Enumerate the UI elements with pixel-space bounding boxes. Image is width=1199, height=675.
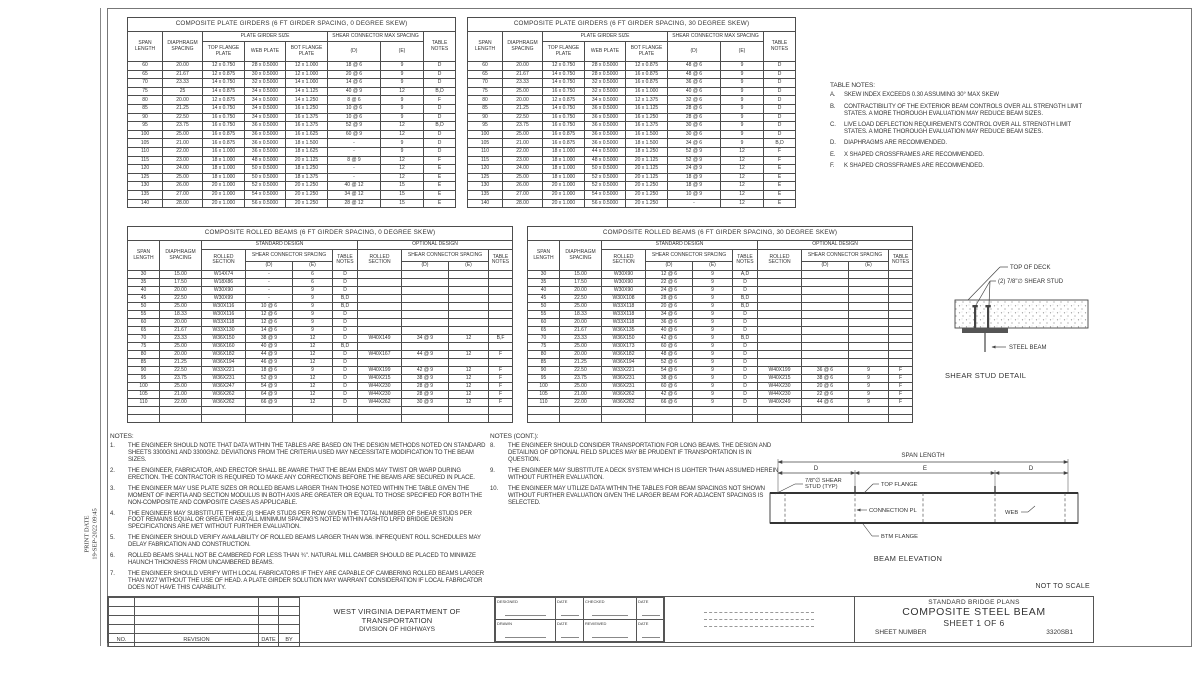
note-text: ROLLED BEAMS SHALL NOT BE CAMBERED FOR LESS THAN ¾". NATURAL MILL CAMBER SHOULD BE PLACED TO MINIMIZE HAUNCH THICKNESS FROM UNCAMBERED BEAMS. xyxy=(128,553,476,566)
note-item xyxy=(110,443,488,464)
connection-pl-label: CONNECTION PL xyxy=(869,508,917,514)
note-item xyxy=(110,535,488,549)
table-row: 75 25.00 16 x 0.750 32 x 0.5000 16 x 1.000 40 @ 6 9 D xyxy=(468,87,796,96)
note-text: THE ENGINEER MAY USE PLATE SIZES OR ROLLED BEAMS LARGER THAN THOSE NOTED WITHIN THE TABLE GIVEN THE MOMENT OF INERTIA AND SECTION MODULUS IN BOTH AXIS ARE GREATER OR EQUAL TO THOSE SPECIFIED FOR BOTH THE NON-COMPOSITE AND COMPOSITE CASES AS APPLICABLE. xyxy=(128,485,483,506)
col-d: (D) xyxy=(328,42,381,62)
col-table-notes: TABLE NOTES xyxy=(489,250,513,271)
note-number: 9. xyxy=(490,468,495,475)
notes-title: NOTES: xyxy=(110,433,134,440)
title-block xyxy=(107,596,1094,643)
agency-name: WEST VIRGINIA DEPARTMENT OF TRANSPORTATION xyxy=(333,606,461,625)
note-text: THE ENGINEER MAY SUBSTITUTE THREE (3) SHEAR STUDS PER ROW GIVEN THE TOTAL NUMBER OF SHEAR STUDS PER FOOT REMAINS EQUAL OR GREATER AND ALL MINIMUM SPACING'S NOTED WITHIN AASHTO LRFD BRIDGE DESIGN SPECIFICATIONS ARE MET WITHOUT FURTHER EVALUATION. xyxy=(128,510,472,531)
not-to-scale-label: NOT TO SCALE xyxy=(1035,583,1090,590)
col-e: (E) xyxy=(693,262,733,271)
table-row: 100 25.00 16 x 0.875 36 x 0.5000 16 x 1.625 60 @ 9 12 D xyxy=(128,130,456,139)
notes-cont-list xyxy=(490,443,785,506)
table-row: 50 25.00 W33X118 20 @ 6 9 B,D xyxy=(528,303,913,311)
table-row: 90 22.50 W33X221 54 @ 6 9 D W40X199 36 @ 6 9 F xyxy=(528,367,913,375)
note-number: 7. xyxy=(110,570,115,577)
col-span-length: SPAN LENGTH xyxy=(468,32,503,62)
table-row: 105 21.00 16 x 0.875 36 x 0.5000 18 x 1.500 34 @ 6 9 B,D xyxy=(468,139,796,148)
table-row: 95 23.75 W36X231 52 @ 9 12 D W40X215 38 @ 9 12 F xyxy=(128,375,513,383)
col-diaphragm: DIAPHRAGM SPACING xyxy=(160,241,202,271)
note-item xyxy=(110,486,488,507)
col-d: (D) xyxy=(802,262,849,271)
blank-line xyxy=(704,626,814,627)
table-row: 130 26.00 20 x 1.000 52 x 0.5000 20 x 1.250 18 @ 9 12 E xyxy=(468,182,796,191)
group-plate-girder-size: PLATE GIRDER SIZE xyxy=(543,32,668,42)
note-text: X SHAPED CROSSFRAMES ARE RECOMMENDED. xyxy=(844,151,984,158)
table-row: 120 24.00 18 x 1.000 50 x 0.5000 20 x 1.125 24 @ 9 12 E xyxy=(468,165,796,174)
note-text: K SHAPED CROSSFRAMES ARE RECOMMENDED. xyxy=(844,163,984,170)
table-row: 115 23.00 18 x 1.000 48 x 0.5000 20 x 1.125 8 @ 9 12 F xyxy=(128,156,456,165)
revision-block xyxy=(108,597,299,642)
note-number: 4. xyxy=(110,510,115,517)
note-text: THE ENGINEER, FABRICATOR, AND ERECTOR SHALL BE AWARE THAT THE BEAM ENDS MAY TWIST OR WARP DURING ERECTION. THE CONTRACTOR IS REQUIRED TO MAKE ANY CORRECTIONS BEFORE THE BEAMS ARE SECURED IN PLACE. xyxy=(128,468,475,482)
table-row: 70 23.33 W36X150 42 @ 6 9 B,D xyxy=(528,335,913,343)
notes-cont-title: NOTES (CONT.): xyxy=(490,433,539,440)
col-rolled-section: ROLLED SECTION xyxy=(602,250,646,271)
col-top-flange: TOP FLANGE PLATE xyxy=(203,42,245,62)
stud-typ-label-1: 7/8"∅ SHEAR xyxy=(805,478,842,484)
table-row: 105 21.00 16 x 0.875 36 x 0.5000 18 x 1.500 - 9 D xyxy=(128,139,456,148)
table-row: 55 18.33 W30X116 12 @ 6 9 D xyxy=(128,311,513,319)
table-notes-title: TABLE NOTES: xyxy=(830,82,875,89)
group-optional-design: OPTIONAL DESIGN xyxy=(358,241,513,250)
note-item xyxy=(490,486,785,507)
dim-d1-label: D xyxy=(813,465,819,472)
revision-col-by: BY xyxy=(279,634,300,647)
sig-date-label: DATE xyxy=(638,599,649,604)
table-row: 110 22.00 W36X262 66 @ 6 9 D W40X249 44 @ 6 9 F xyxy=(528,399,913,407)
sig-date-label: DATE xyxy=(557,599,568,604)
col-bot-flange: BOT FLANGE PLATE xyxy=(626,42,668,62)
note-number: F. xyxy=(830,163,835,170)
print-date-stamp xyxy=(84,472,102,597)
table-row: 110 22.00 18 x 1.000 44 x 0.5000 18 x 1.250 52 @ 9 12 F xyxy=(468,147,796,156)
col-web-plate: WEB PLATE xyxy=(245,42,286,62)
sig-reviewed-label: REVIEWED xyxy=(585,621,607,626)
revision-col-revision: REVISION xyxy=(135,634,259,647)
note-text: THE ENGINEER SHOULD NOTE THAT DATA WITHIN THE TABLES ARE BASED ON THE DESIGN METHODS NOTED ON STANDARD SHEETS 3300GN1 AND 3300GN2. DEVIATIONS FROM THE CRITERIA USED MAY NECESSITATE MODIFICATION TO THE BEAM SIZES. xyxy=(128,443,486,464)
table-row: 75 25 14 x 0.875 34 x 0.5000 14 x 1.125 40 @ 9 12 B,D xyxy=(128,87,456,96)
agency-cell xyxy=(299,597,494,642)
sheet-number-label: SHEET NUMBER xyxy=(875,629,927,636)
table-row: 70 23.33 14 x 0.750 32 x 0.5000 16 x 0.875 36 @ 6 9 D xyxy=(468,79,796,88)
table-title: COMPOSITE ROLLED BEAMS (6 FT GIRDER SPACING, 30 DEGREE SKEW) xyxy=(528,227,913,241)
group-shear-connector: SHEAR CONNECTOR MAX SPACING xyxy=(668,32,764,42)
col-span-length: SPAN LENGTH xyxy=(128,32,163,62)
sheet-title: COMPOSITE STEEL BEAM xyxy=(902,606,1046,618)
table-row: 45 22.50 W30X99 - 9 B,D xyxy=(128,295,513,303)
shear-stud-detail-title: SHEAR STUD DETAIL xyxy=(945,371,1027,380)
col-d: (D) xyxy=(668,42,721,62)
group-shear-spacing: SHEAR CONNECTOR SPACING xyxy=(802,250,889,262)
col-diaphragm: DIAPHRAGM SPACING xyxy=(503,32,543,62)
table-row: 85 21.25 14 x 0.750 36 x 0.5000 16 x 1.125 28 @ 6 9 D xyxy=(468,104,796,113)
stud-typ-label-2: STUD (TYP) xyxy=(805,484,838,490)
table-row: 65 21.67 W36X135 40 @ 6 9 D xyxy=(528,327,913,335)
col-table-notes: TABLE NOTES xyxy=(889,250,913,271)
btm-flange-label: BTM FLANGE xyxy=(881,534,919,540)
group-shear-connector: SHEAR CONNECTOR MAX SPACING xyxy=(328,32,424,42)
table-row: 90 22.50 16 x 0.750 34 x 0.5000 16 x 1.375 10 @ 6 9 D xyxy=(128,113,456,122)
table-row: 65 21.67 W33X130 14 @ 6 9 D xyxy=(128,327,513,335)
table-row: 80 20.00 12 x 0.875 34 x 0.5000 12 x 1.375 32 @ 6 9 D xyxy=(468,96,796,105)
table-notes-block xyxy=(830,82,1082,175)
dashed-lines xyxy=(785,493,1065,523)
note-item xyxy=(830,140,1082,147)
table-row: 55 18.33 W33X118 34 @ 6 9 D xyxy=(528,311,913,319)
note-number: C. xyxy=(830,122,836,129)
note-number: 5. xyxy=(110,535,115,542)
group-optional-design: OPTIONAL DESIGN xyxy=(758,241,913,250)
col-d: (D) xyxy=(246,262,293,271)
col-diaphragm: DIAPHRAGM SPACING xyxy=(163,32,203,62)
table-row: 140 28.00 20 x 1.000 56 x 0.5000 20 x 1.250 28 @ 12 15 E xyxy=(128,199,456,208)
col-e: (E) xyxy=(849,262,889,271)
table-row: 135 27.00 20 x 1.000 54 x 0.5000 20 x 1.250 34 @ 12 15 E xyxy=(128,190,456,199)
note-item xyxy=(490,443,785,464)
col-d: (D) xyxy=(402,262,449,271)
table-row: 105 21.00 W36X262 42 @ 6 9 D W44X230 22 @ 6 9 F xyxy=(528,391,913,399)
table-row: 35 17.50 W18X86 - 6 D xyxy=(128,279,513,287)
table-row: 125 25.00 18 x 1.000 52 x 0.5000 20 x 1.125 18 @ 9 12 E xyxy=(468,173,796,182)
note-number: 2. xyxy=(110,468,115,475)
table-row: 120 24.00 18 x 1.000 50 x 0.5000 18 x 1.250 - 12 E xyxy=(128,165,456,174)
table-row: 125 25.00 18 x 1.000 50 x 0.5000 18 x 1.375 - 12 E xyxy=(128,173,456,182)
dim-d2-label: D xyxy=(1028,465,1034,472)
stud-callout-label: (2) 7/8"∅ SHEAR STUD xyxy=(998,279,1064,285)
table-row: 110 22.00 16 x 1.000 36 x 0.5000 18 x 1.625 - 9 D xyxy=(128,147,456,156)
note-text: SKEW INDEX EXCEEDS 0.30 ASSUMING 30° MAX SKEW xyxy=(844,92,999,99)
note-text: CONTRACTIBILITY OF THE EXTERIOR BEAM CONTROLS OVER ALL STRENGTH LIMIT STATES. A MORE THOROUGH EVALUATION MAY REDUCE BEAM SIZES. xyxy=(844,103,1082,117)
sig-date-label: DATE xyxy=(557,621,568,626)
col-top-flange: TOP FLANGE PLATE xyxy=(543,42,585,62)
note-item xyxy=(830,92,1082,99)
plate-girder-table-0deg xyxy=(127,17,456,208)
note-item xyxy=(830,122,1082,136)
sig-designed-label: DESIGNED xyxy=(497,599,518,604)
table-row: 80 20.00 W36X182 44 @ 9 12 D W40X167 44 @ 9 12 F xyxy=(128,351,513,359)
print-date-label: PRINT DATE xyxy=(83,515,91,553)
table-row xyxy=(128,415,513,423)
col-e: (E) xyxy=(293,262,333,271)
table-row: 100 25.00 W36X247 54 @ 9 12 D W44X230 28 @ 9 12 F xyxy=(128,383,513,391)
table-row: 140 28.00 20 x 1.000 56 x 0.5000 20 x 1.250 - 12 E xyxy=(468,199,796,208)
sheet-title-cell xyxy=(854,597,1093,642)
table-title: COMPOSITE PLATE GIRDERS (6 FT GIRDER SPACING, 0 DEGREE SKEW) xyxy=(128,18,456,32)
table-row: 75 25.00 W30X173 60 @ 6 9 D xyxy=(528,343,913,351)
table-row: 90 22.50 16 x 0.750 36 x 0.5000 16 x 1.250 28 @ 6 9 D xyxy=(468,113,796,122)
note-item xyxy=(110,468,488,482)
notes-block xyxy=(110,433,488,596)
table-row: 60 20.00 12 x 0.750 28 x 0.5000 12 x 1.000 18 @ 6 9 D xyxy=(128,62,456,71)
dim-e-label: E xyxy=(922,465,928,472)
table-row: 90 22.50 W33X221 18 @ 6 9 D W40X199 42 @ 9 12 F xyxy=(128,367,513,375)
col-diaphragm: DIAPHRAGM SPACING xyxy=(560,241,602,271)
note-text: THE ENGINEER MAY SUBSTITUTE A DECK SYSTEM WHICH IS LIGHTER THAN ASSUMED HEREIN WITHOUT FURTHER EVALUATION. xyxy=(508,468,779,482)
col-table-notes: TABLE NOTES xyxy=(764,32,796,62)
col-span-length: SPAN LENGTH xyxy=(528,241,560,271)
table-title: COMPOSITE PLATE GIRDERS (6 FT GIRDER SPACING, 30 DEGREE SKEW) xyxy=(468,18,796,32)
table-row xyxy=(528,415,913,423)
span-length-label: SPAN LENGTH xyxy=(901,452,945,459)
beam-elevation xyxy=(765,448,1095,578)
col-e: (E) xyxy=(449,262,489,271)
table-row: 130 26.00 20 x 1.000 52 x 0.5000 20 x 1.250 40 @ 12 15 E xyxy=(128,182,456,191)
table-title: COMPOSITE ROLLED BEAMS (6 FT GIRDER SPACING, 0 DEGREE SKEW) xyxy=(128,227,513,241)
table-row: 65 21.67 12 x 0.875 30 x 0.5000 12 x 1.000 20 @ 6 9 D xyxy=(128,70,456,79)
group-standard-design: STANDARD DESIGN xyxy=(602,241,758,250)
table-row: 100 25.00 16 x 0.875 36 x 0.5000 16 x 1.500 30 @ 6 9 D xyxy=(468,130,796,139)
note-number: 6. xyxy=(110,553,115,560)
col-e: (E) xyxy=(721,42,764,62)
note-number: D. xyxy=(830,140,836,147)
note-item xyxy=(490,468,785,482)
table-row: 85 21.25 W36X194 52 @ 6 9 D xyxy=(528,359,913,367)
col-web-plate: WEB PLATE xyxy=(585,42,626,62)
note-item xyxy=(110,571,488,592)
top-of-deck-label: TOP OF DECK xyxy=(1010,265,1051,271)
note-text: THE ENGINEER SHOULD CONSIDER TRANSPORTATION FOR LONG BEAMS. THE DESIGN AND DETAILING OF OPTIONAL FIELD SPLICES MAY BE PRUDENT IF TRANSPORTATION IS IN QUESTION. xyxy=(508,443,772,464)
print-date-value: 19-SEP-2022 09:45 xyxy=(91,508,99,560)
sig-checked-label: CHECKED xyxy=(585,599,605,604)
table-row: 95 23.75 16 x 0.750 36 x 0.5000 16 x 1.375 30 @ 6 9 D xyxy=(468,122,796,131)
table-row: 50 25.00 W30X116 10 @ 6 9 B,D xyxy=(128,303,513,311)
table-row: 70 23.33 14 x 0.750 32 x 0.5000 14 x 1.000 14 @ 6 9 D xyxy=(128,79,456,88)
note-number: E. xyxy=(830,151,836,158)
sig-date-label: DATE xyxy=(638,621,649,626)
table-notes-list xyxy=(830,92,1082,170)
sheet-number-value: 3320SB1 xyxy=(1046,629,1073,636)
note-text: THE ENGINEER SHOULD VERIFY AVAILABILITY OF ROLLED BEAMS LARGER THAN W36. INFREQUENT ROLL SCHEDULES MAY DELAY FABRICATION AND CONSTRUCTION. xyxy=(128,535,481,549)
beam-elevation-title: BEAM ELEVATION xyxy=(873,554,943,563)
note-item xyxy=(830,152,1082,159)
table-row: 115 23.00 18 x 1.000 48 x 0.5000 20 x 1.125 52 @ 9 12 F xyxy=(468,156,796,165)
col-table-notes: TABLE NOTES xyxy=(733,250,758,271)
col-table-notes: TABLE NOTES xyxy=(424,32,456,62)
note-item xyxy=(110,553,488,567)
table-row: 80 20.00 W36X182 48 @ 6 9 D xyxy=(528,351,913,359)
group-shear-spacing: SHEAR CONNECTOR SPACING xyxy=(646,250,733,262)
table-row: 60 20.00 W33X118 36 @ 6 9 D xyxy=(528,319,913,327)
signature-grid xyxy=(494,597,663,642)
col-rolled-section: ROLLED SECTION xyxy=(758,250,802,271)
sig-drawn-label: DRAWN xyxy=(497,621,512,626)
note-number: 3. xyxy=(110,485,115,492)
standard-bridge-plans-label: STANDARD BRIDGE PLANS xyxy=(928,599,1020,606)
table-row: 85 21.25 W36X194 46 @ 9 12 D xyxy=(128,359,513,367)
top-flange-label: TOP FLANGE xyxy=(881,482,918,488)
table-row: 110 22.00 W36X262 66 @ 9 12 D W44X262 30 @ 9 12 F xyxy=(128,399,513,407)
note-item xyxy=(830,163,1082,170)
plate-girder-table-30deg xyxy=(467,17,796,208)
note-number: B. xyxy=(830,103,836,110)
note-number: 8. xyxy=(490,443,495,450)
revision-col-no: NO. xyxy=(109,634,135,647)
notes-list xyxy=(110,443,488,591)
group-shear-spacing: SHEAR CONNECTOR SPACING xyxy=(246,250,333,262)
steel-beam-label: STEEL BEAM xyxy=(1009,345,1047,351)
group-plate-girder-size: PLATE GIRDER SIZE xyxy=(203,32,328,42)
group-shear-spacing: SHEAR CONNECTOR SPACING xyxy=(402,250,489,262)
table-row: 105 21.00 W36X262 64 @ 9 12 D W44X230 28 @ 9 12 F xyxy=(128,391,513,399)
table-row: 65 21.67 14 x 0.750 28 x 0.5000 16 x 0.875 48 @ 6 9 D xyxy=(468,70,796,79)
blank-fields-cell xyxy=(663,597,854,642)
note-number: A. xyxy=(830,92,836,99)
table-row: 40 20.00 W30X90 24 @ 6 9 D xyxy=(528,287,913,295)
note-text: DIAPHRAGMS ARE RECOMMENDED. xyxy=(844,140,947,147)
table-row: 70 23.33 W36X150 38 @ 9 12 D W40X149 34 @ 9 12 B,F xyxy=(128,335,513,343)
table-row: 75 25.00 W36X160 40 @ 9 12 B,D xyxy=(128,343,513,351)
note-number: 10. xyxy=(490,485,499,492)
agency-division: DIVISION OF HIGHWAYS xyxy=(359,625,435,633)
web-label: WEB xyxy=(1005,510,1019,516)
note-text: THE ENGINEER MAY UTILIZE DATA WITHIN THE TABLES FOR BEAM SPACINGS NOT SHOWN WITHOUT FURTHER EVALUATION GIVEN THE LARGER BEAM FOR ADJACENT SPACINGS IS SELECTED. xyxy=(508,485,765,506)
table-row: 95 23.75 W36X231 38 @ 6 9 D W40X215 38 @ 6 9 F xyxy=(528,375,913,383)
revision-col-date: DATE xyxy=(259,634,279,647)
blank-line xyxy=(704,612,814,613)
sheet-count: SHEET 1 OF 6 xyxy=(943,618,1005,628)
note-item xyxy=(110,511,488,532)
table-row: 30 15.00 W30X90 12 @ 6 9 A,D xyxy=(528,271,913,279)
table-row: 35 17.50 W30X90 22 @ 6 9 D xyxy=(528,279,913,287)
col-d: (D) xyxy=(646,262,693,271)
note-number: 1. xyxy=(110,443,115,450)
table-row: 80 20.00 12 x 0.875 34 x 0.5000 14 x 1.250 8 @ 6 9 F xyxy=(128,96,456,105)
col-span-length: SPAN LENGTH xyxy=(128,241,160,271)
col-table-notes: TABLE NOTES xyxy=(333,250,358,271)
table-row: 40 20.00 W30X90 - 9 D xyxy=(128,287,513,295)
rolled-beam-table-0deg xyxy=(127,226,513,423)
table-row: 45 22.50 W30X108 28 @ 6 9 B,D xyxy=(528,295,913,303)
group-standard-design: STANDARD DESIGN xyxy=(202,241,358,250)
col-bot-flange: BOT FLANGE PLATE xyxy=(286,42,328,62)
table-row: 60 20.00 12 x 0.750 28 x 0.5000 12 x 0.875 48 @ 6 9 D xyxy=(468,62,796,71)
table-row: 135 27.00 20 x 1.000 54 x 0.5000 20 x 1.250 10 @ 9 12 E xyxy=(468,190,796,199)
table-row xyxy=(528,407,913,415)
note-text: LIVE LOAD DEFLECTION REQUIREMENTS CONTROL OVER ALL STRENGTH LIMIT STATES. A MORE THOROUGH EVALUATION MAY REDUCE BEAM SIZES. xyxy=(844,122,1071,136)
col-rolled-section: ROLLED SECTION xyxy=(202,250,246,271)
note-text: THE ENGINEER SHOULD VERIFY WITH LOCAL FABRICATORS IF THEY ARE CAPABLE OF CAMBERING ROLLED BEAMS LARGER THAN W27 WITHOUT THE USE OF HEAD. A PLATE GIRDER SOLUTION MAY WARRANT CONSIDERATION IF LOCAL FABRICATOR DOES NOT HAVE THIS CAPABILITY. xyxy=(128,570,484,591)
notes-cont-block xyxy=(490,433,785,511)
table-row: 100 25.00 W36X231 60 @ 6 9 D W44X230 20 @ 6 9 F xyxy=(528,383,913,391)
table-row: 30 15.00 W14X74 - 6 D xyxy=(128,271,513,279)
table-row: 85 21.25 14 x 0.750 34 x 0.5000 16 x 1.250 10 @ 6 9 D xyxy=(128,104,456,113)
table-row: 95 23.75 16 x 0.750 36 x 0.5000 16 x 1.375 52 @ 9 12 B,D xyxy=(128,122,456,131)
rolled-beam-table-30deg xyxy=(527,226,913,423)
col-e: (E) xyxy=(381,42,424,62)
shear-stud-detail xyxy=(930,255,1195,410)
col-rolled-section: ROLLED SECTION xyxy=(358,250,402,271)
table-row: 60 20.00 W33X118 12 @ 6 9 D xyxy=(128,319,513,327)
beam-top-flange xyxy=(962,328,1008,333)
blank-line xyxy=(704,619,814,620)
note-item xyxy=(830,104,1082,118)
table-row xyxy=(128,407,513,415)
